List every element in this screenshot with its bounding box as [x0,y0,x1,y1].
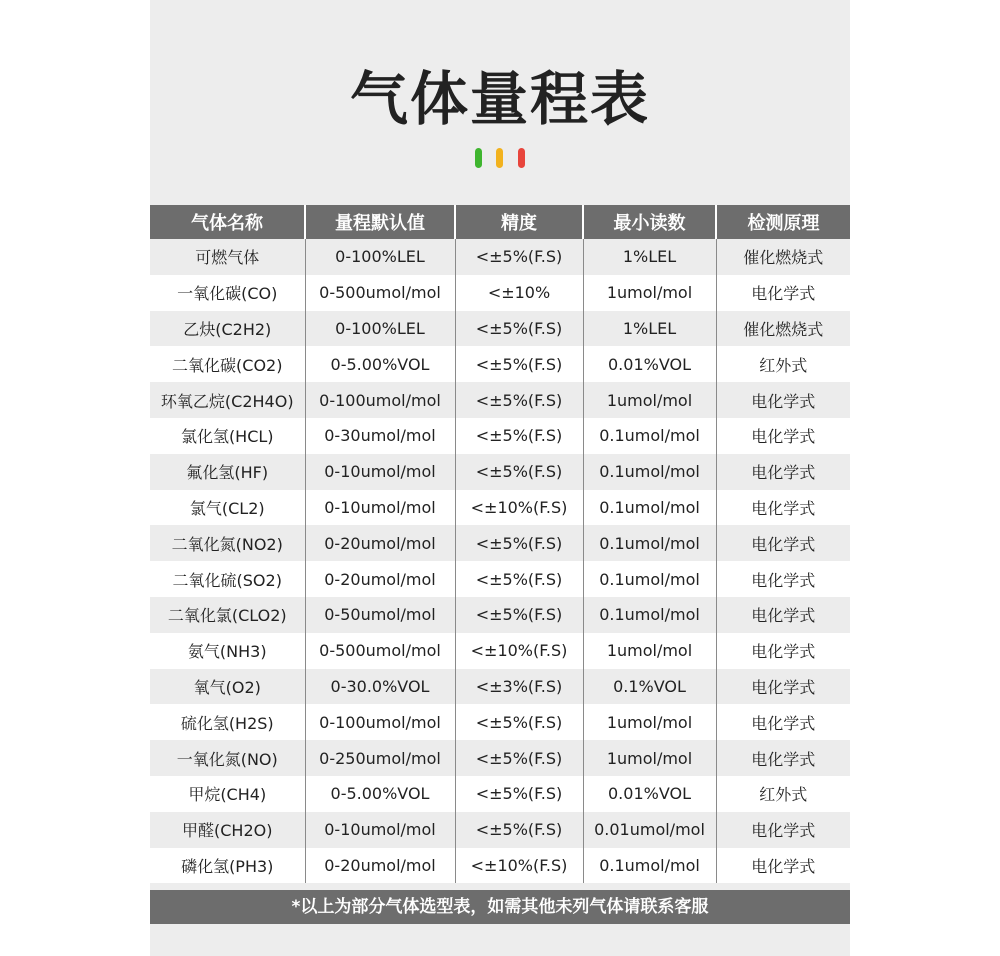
green-indicator-dot [475,148,482,168]
min-reading-cell: 1umol/mol [583,382,716,418]
principle-cell: 电化学式 [716,275,850,311]
table-row [150,704,850,740]
gas-name-cell: 氨气(NH3) [150,633,305,669]
default-range-cell: 0-100%LEL [305,311,455,347]
default-range-cell: 0-500umol/mol [305,275,455,311]
default-range-cell: 0-250umol/mol [305,740,455,776]
accuracy-cell: <±10%(F.S) [455,848,583,884]
accuracy-cell: <±10%(F.S) [455,490,583,526]
gas-name-cell: 乙炔(C2H2) [150,311,305,347]
min-reading-cell: 1umol/mol [583,704,716,740]
principle-cell: 红外式 [716,346,850,382]
gas-name-cell: 二氧化氮(NO2) [150,525,305,561]
gas-name-cell: 可燃气体 [150,239,305,275]
principle-cell: 电化学式 [716,704,850,740]
principle-cell: 电化学式 [716,848,850,884]
principle-cell: 电化学式 [716,597,850,633]
principle-cell: 电化学式 [716,669,850,705]
min-reading-cell: 0.1%VOL [583,669,716,705]
table-row [150,490,850,526]
table-row [150,382,850,418]
content-panel [150,0,850,956]
table-row [150,740,850,776]
default-range-cell: 0-20umol/mol [305,561,455,597]
accuracy-cell: <±5%(F.S) [455,740,583,776]
principle-cell: 电化学式 [716,418,850,454]
default-range-cell: 0-100%LEL [305,239,455,275]
accuracy-cell: <±5%(F.S) [455,454,583,490]
table-row [150,275,850,311]
accuracy-cell: <±10%(F.S) [455,633,583,669]
gas-name-cell: 二氧化硫(SO2) [150,561,305,597]
table-row [150,239,850,275]
min-reading-cell: 0.1umol/mol [583,418,716,454]
default-range-cell: 0-100umol/mol [305,704,455,740]
gas-name-cell: 一氧化碳(CO) [150,275,305,311]
default-range-cell: 0-20umol/mol [305,848,455,884]
accuracy-cell: <±5%(F.S) [455,812,583,848]
accuracy-cell: <±5%(F.S) [455,382,583,418]
accuracy-cell: <±5%(F.S) [455,346,583,382]
table-row [150,525,850,561]
min-reading-cell: 0.1umol/mol [583,561,716,597]
gas-name-cell: 环氧乙烷(C2H4O) [150,382,305,418]
gas-name-cell: 氯化氢(HCL) [150,418,305,454]
gas-name-cell: 二氧化氯(CLO2) [150,597,305,633]
gas-range-table [150,205,850,883]
red-indicator-dot [518,148,525,168]
gas-name-cell: 一氧化氮(NO) [150,740,305,776]
header-accuracy: 精度 [455,205,583,239]
table-row [150,597,850,633]
accuracy-cell: <±5%(F.S) [455,525,583,561]
gas-name-cell: 氯气(CL2) [150,490,305,526]
min-reading-cell: 0.1umol/mol [583,490,716,526]
accuracy-cell: <±5%(F.S) [455,597,583,633]
yellow-indicator-dot [496,148,503,168]
table-row [150,418,850,454]
accuracy-cell: <±5%(F.S) [455,776,583,812]
min-reading-cell: 0.01%VOL [583,346,716,382]
table-row [150,776,850,812]
table-row [150,848,850,884]
gas-name-cell: 甲醛(CH2O) [150,812,305,848]
principle-cell: 电化学式 [716,525,850,561]
gas-name-cell: 磷化氢(PH3) [150,848,305,884]
min-reading-cell: 1umol/mol [583,740,716,776]
principle-cell: 电化学式 [716,454,850,490]
accuracy-cell: <±5%(F.S) [455,418,583,454]
principle-cell: 电化学式 [716,812,850,848]
default-range-cell: 0-30.0%VOL [305,669,455,705]
accuracy-cell: <±10% [455,275,583,311]
min-reading-cell: 1umol/mol [583,633,716,669]
table-row [150,633,850,669]
default-range-cell: 0-5.00%VOL [305,776,455,812]
accuracy-cell: <±5%(F.S) [455,704,583,740]
table-row [150,311,850,347]
principle-cell: 电化学式 [716,382,850,418]
principle-cell: 红外式 [716,776,850,812]
table-row [150,346,850,382]
header-min-reading: 最小读数 [583,205,716,239]
table-row [150,812,850,848]
accuracy-cell: <±5%(F.S) [455,311,583,347]
gas-name-cell: 氟化氢(HF) [150,454,305,490]
gas-name-cell: 氧气(O2) [150,669,305,705]
gas-name-cell: 二氧化碳(CO2) [150,346,305,382]
footer-note: *以上为部分气体选型表，如需其他未列气体请联系客服 [150,890,850,924]
default-range-cell: 0-10umol/mol [305,812,455,848]
header-default-range: 量程默认值 [305,205,455,239]
gas-name-cell: 硫化氢(H2S) [150,704,305,740]
min-reading-cell: 0.1umol/mol [583,597,716,633]
default-range-cell: 0-20umol/mol [305,525,455,561]
table-row [150,561,850,597]
default-range-cell: 0-10umol/mol [305,490,455,526]
table-row [150,454,850,490]
accuracy-cell: <±3%(F.S) [455,669,583,705]
principle-cell: 催化燃烧式 [716,311,850,347]
default-range-cell: 0-10umol/mol [305,454,455,490]
default-range-cell: 0-500umol/mol [305,633,455,669]
min-reading-cell: 1%LEL [583,239,716,275]
min-reading-cell: 1%LEL [583,311,716,347]
min-reading-cell: 0.01%VOL [583,776,716,812]
principle-cell: 电化学式 [716,633,850,669]
default-range-cell: 0-50umol/mol [305,597,455,633]
color-indicator [475,148,525,168]
min-reading-cell: 0.1umol/mol [583,454,716,490]
principle-cell: 电化学式 [716,490,850,526]
default-range-cell: 0-5.00%VOL [305,346,455,382]
min-reading-cell: 0.1umol/mol [583,525,716,561]
default-range-cell: 0-30umol/mol [305,418,455,454]
default-range-cell: 0-100umol/mol [305,382,455,418]
header-gas-name: 气体名称 [150,205,305,239]
accuracy-cell: <±5%(F.S) [455,239,583,275]
principle-cell: 电化学式 [716,561,850,597]
table-header-row [150,205,850,239]
min-reading-cell: 0.1umol/mol [583,848,716,884]
min-reading-cell: 0.01umol/mol [583,812,716,848]
page-title: 气体量程表 [349,65,650,133]
principle-cell: 催化燃烧式 [716,239,850,275]
table-row [150,669,850,705]
accuracy-cell: <±5%(F.S) [455,561,583,597]
principle-cell: 电化学式 [716,740,850,776]
gas-name-cell: 甲烷(CH4) [150,776,305,812]
header-detection-principle: 检测原理 [716,205,850,239]
min-reading-cell: 1umol/mol [583,275,716,311]
